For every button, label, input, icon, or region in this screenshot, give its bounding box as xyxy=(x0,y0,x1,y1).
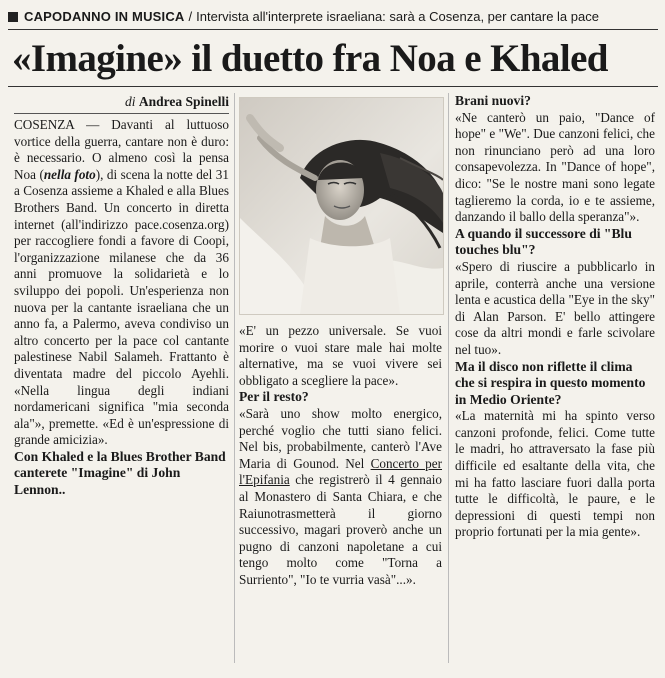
photo-of-noa xyxy=(239,97,444,315)
kicker-rule xyxy=(8,29,658,30)
portrait-illustration xyxy=(240,98,443,314)
question-rest: Per il resto? xyxy=(239,389,309,405)
section-square-icon xyxy=(8,12,18,22)
headline: «Imagine» il duetto fra Noa e Khaled xyxy=(12,37,608,80)
column-separator xyxy=(448,93,449,663)
lead-text-start: COSENZA — Davanti al luttuoso vortice della guerra, cantare non è duro: è necessario. O almeno così la pensa Noa ( xyxy=(14,117,229,182)
photo-reference: nella foto xyxy=(43,166,96,182)
byline-prefix: di xyxy=(124,94,136,109)
answer-show xyxy=(239,406,442,589)
kicker-deck: Intervista all'interprete israeliana: sarà a Cosenza, per cantare la pace xyxy=(196,9,599,24)
answer-universal: «E' un pezzo universale. Se vuoi morire o vuoi stare male hai molte alternative, ma se vuoi vivere sei obbligato a scegliere la pace». xyxy=(239,323,442,388)
answer-show-end: che registrerò il 4 gennaio al Monastero di Santa Chiara, e che Raiunotrasmetterà il giorno successivo, magari proverò anche un pugno di canzoni napoletane a cui tengo molto come "Torna a Surriento", "Io te vurria vasà"...». xyxy=(239,472,442,587)
answer-maternity: «La maternità mi ha spinto verso canzoni profonde, felici. Come tutte le madri, ho attraversato la fase più difficile ed esaltante della vita, che mi ha fatto lasciare fuori dalla porta tutte le difficoltà, le paure, e le depressioni di questi tempi non proprio fortunati per la mia gente». xyxy=(455,408,655,540)
concert-epiphany: Concerto per l'Epifania xyxy=(239,455,443,488)
question-imagine: Con Khaled e la Blues Brother Band canterete "Imagine" di John Lennon.. xyxy=(14,448,226,498)
answer-successor: «Spero di riuscire a pubblicarlo in aprile, conterrà anche una versione lenta e acustica della "Eye in the sky" di Alan Parson. E' bello attingere cose da altri mondi e farle scivolare nel tuo». xyxy=(455,258,655,357)
question-successor: A quando il successore di "Blu touches blu"? xyxy=(455,225,632,258)
lead-paragraph xyxy=(14,117,229,449)
lead-text-end: ), di scena la notte del 31 a Cosenza assieme a Khaled e alla Blues Brothers Band. Un concerto in diretta internet (all'indirizzo pace.cosenza.org) per raccogliere fondi a favore di Coopi, l'organizzazione milanese che da 36 anni promuove la solidarietà e lo sviluppo dei popoli. Un'esperienza non nuova per la cantante israeliana che un anno fa, a Palermo, aveva condiviso un altro concerto per la pace col cantante palestinese Nabil Salameh. Frattanto è diventata madre del piccolo Ayehli. «Nella lingua degli indiani nordamericani significa "mia seconda ala"», premette. «Ed è un'espressione di grande amicizia». xyxy=(14,166,229,448)
column-3 xyxy=(455,93,655,541)
column-2 xyxy=(239,97,442,589)
byline xyxy=(14,93,229,110)
question-middle-east: Ma il disco non riflette il clima che si respira in questo momento in Medio Oriente? xyxy=(455,358,646,407)
answer-new-songs: «Ne canterò un paio, "Dance of hope" e "We". Due canzoni felici, che non rinunciano però ad una loro consapevolezza. In "Dance of hope", dico: "Se le nostre mani sono legate taglieremo la corda, io e te assieme, danzando il ballo della speranza"». xyxy=(455,109,655,225)
question-new-songs: Brani nuovi? xyxy=(455,93,531,108)
headline-rule xyxy=(8,86,658,87)
byline-rule xyxy=(14,113,229,114)
kicker xyxy=(8,6,658,28)
byline-author: Andrea Spinelli xyxy=(138,94,229,109)
column-separator xyxy=(234,93,235,663)
answer-show-start: «Sarà uno show molto energico, perché voglio che tutti siano felici. Nel bis, probabilmente, canterò l'Ave Maria di Gounod. Nel xyxy=(239,405,442,471)
column-1 xyxy=(14,93,229,499)
section-label: CAPODANNO IN MUSICA xyxy=(24,9,185,24)
kicker-separator: / xyxy=(188,9,193,24)
